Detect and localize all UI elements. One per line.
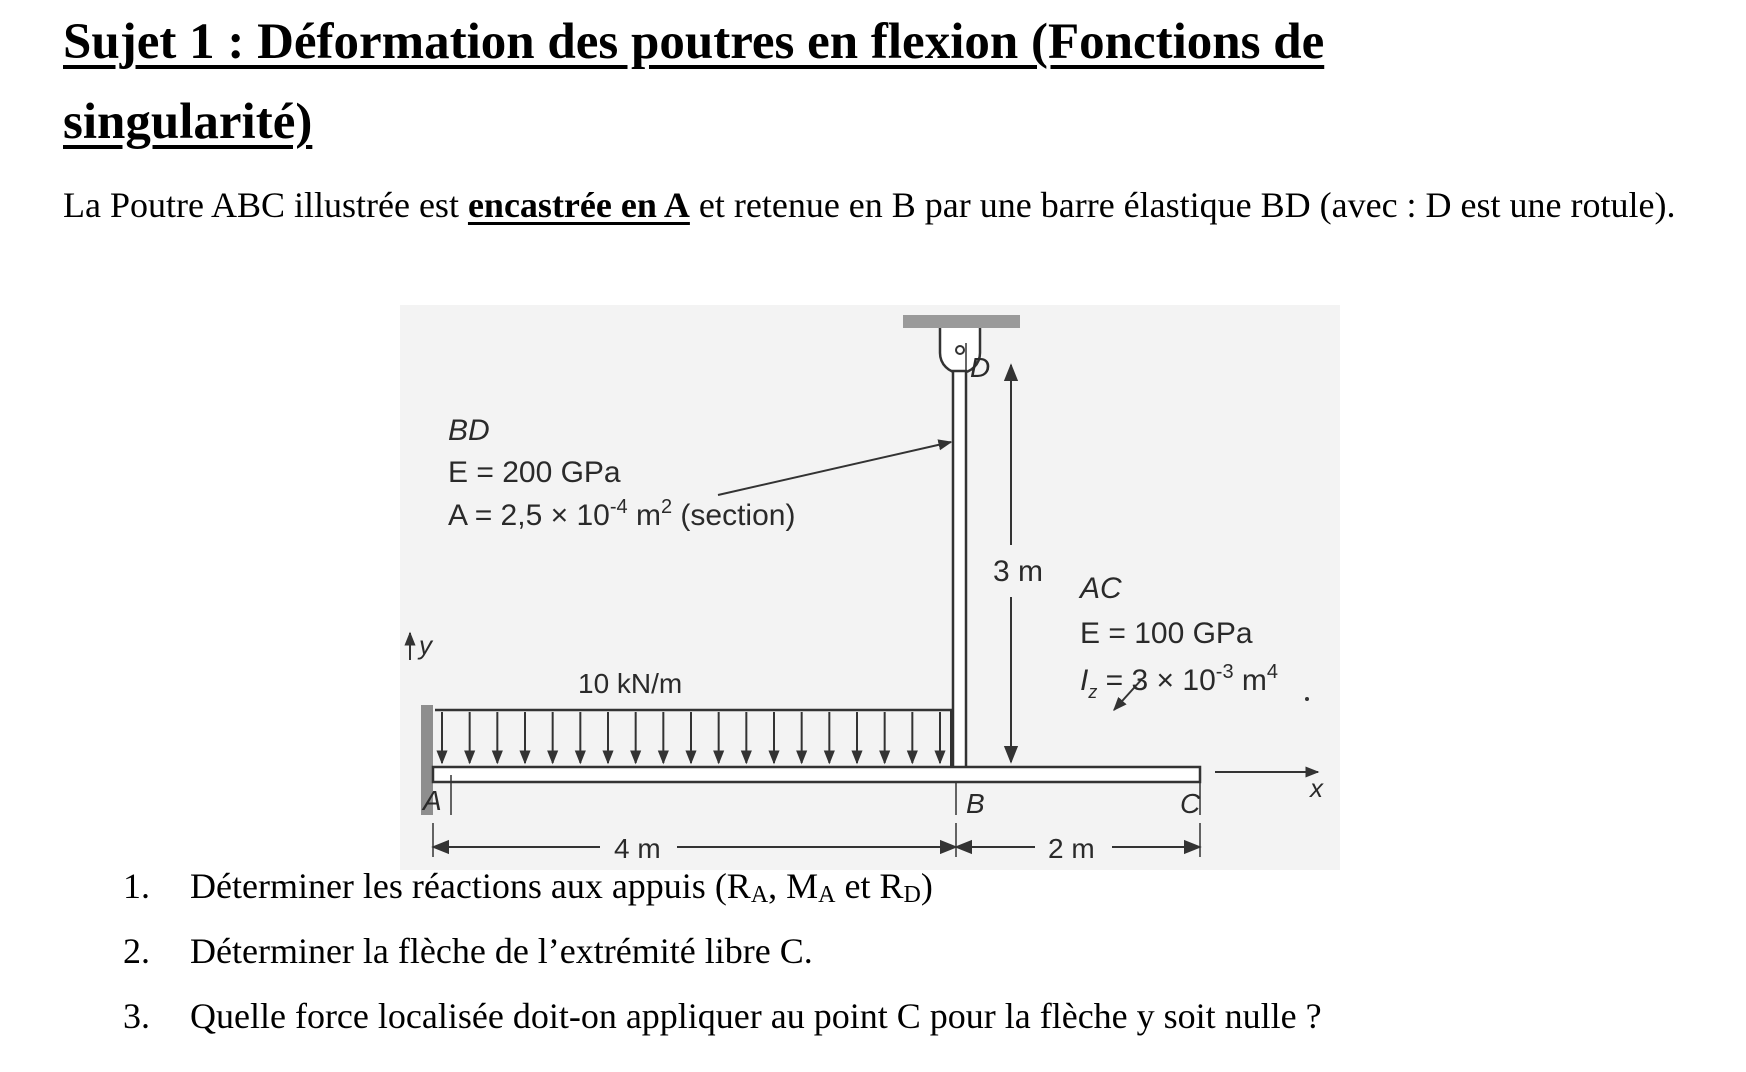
height-label: 3 m — [993, 555, 1044, 588]
bar-modulus: E = 200 GPa — [448, 456, 621, 489]
beam-modulus: E = 100 GPa — [1080, 617, 1253, 650]
page-title — [63, 2, 1683, 162]
title-line-2: singularité) — [63, 94, 313, 150]
question-number: 3. — [123, 996, 150, 1036]
beam-inertia: $I_z = 3 \times 10^{-3}$ $m^4$ — [1080, 661, 1279, 702]
question-text: Déterminer la flèche de l’extrémité libre C. — [190, 931, 813, 971]
point-D-label: D — [970, 352, 991, 383]
elastic-bar-BD — [953, 371, 966, 771]
beam-figure — [400, 305, 1340, 870]
intro-text-before: La Poutre ABC illustrée est — [63, 185, 468, 225]
question-text: Quelle force localisée doit-on appliquer au point C pour la flèche y soit nulle ? — [190, 996, 1322, 1036]
beam-label: AC — [1080, 572, 1122, 605]
span-AB-label: 4 m — [614, 833, 661, 864]
question-number: 1. — [123, 866, 150, 906]
point-A-label: A — [423, 785, 442, 816]
bar-section: $A = 2,5 \times 10^{-4}$ $m^2$ (section) — [448, 496, 796, 532]
intro-paragraph — [63, 182, 1693, 229]
figure-background — [400, 305, 1340, 870]
point-C-label: C — [1180, 788, 1201, 819]
question-number: 2. — [123, 931, 150, 971]
question-text: Déterminer les réactions aux appuis ($R_A$, $M_A$ et $R_D$) — [190, 866, 933, 908]
title-line-1: Sujet 1 : Déformation des poutres en flexion (Fonctions de — [63, 14, 1325, 70]
load-label: 10 kN/m — [578, 668, 683, 699]
y-axis-label: y — [419, 630, 432, 660]
intro-text-after: et retenue en B par une barre élastique BD (avec : D est une rotule). — [689, 185, 1676, 225]
x-axis-label: x — [1310, 773, 1323, 803]
point-B-label: B — [966, 788, 985, 819]
dot-mark — [1305, 697, 1309, 701]
span-BC-label: 2 m — [1048, 833, 1095, 864]
bar-label: BD — [448, 414, 490, 447]
intro-emphasis: encastrée en A — [467, 185, 690, 225]
beam-AC — [433, 767, 1200, 782]
